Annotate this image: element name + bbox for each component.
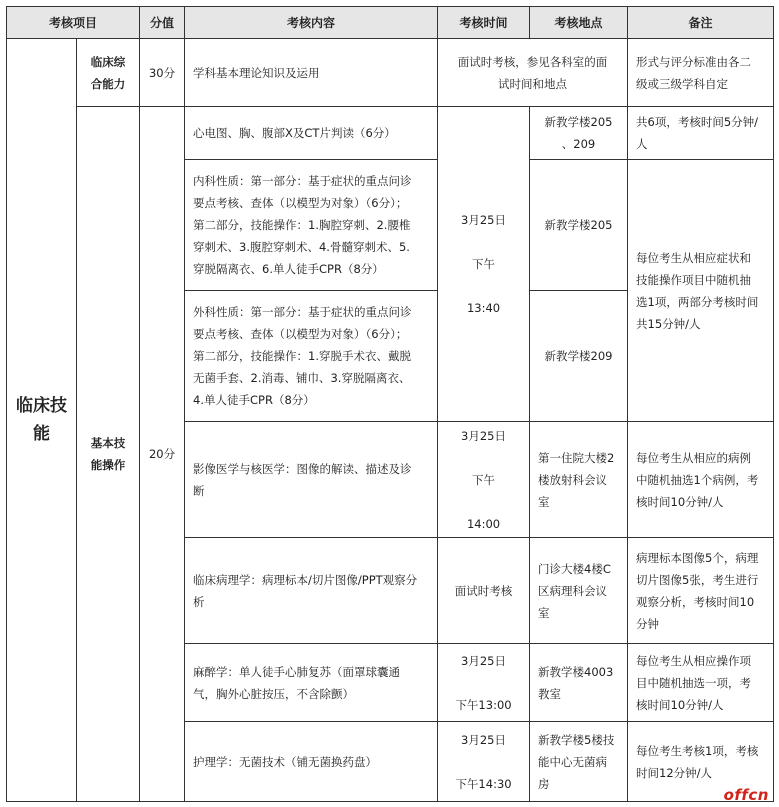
- table-row: [7, 39, 774, 107]
- note-cell: 每位考生从相应的病例 中随机抽选1个病例，考 核时间10分钟/人: [628, 422, 774, 538]
- time-cell: 3月25日 下午14:30: [438, 722, 530, 802]
- content-cell: 护理学：无菌技术（铺无菌换药盘）: [185, 722, 438, 802]
- header-row: [7, 7, 774, 39]
- content-cell: 临床病理学：病理标本/切片图像/PPT观察分 析: [185, 538, 438, 644]
- content-cell: 麻醉学：单人徒手心肺复苏（面罩球囊通 气，胸外心脏按压，不含除颤）: [185, 644, 438, 722]
- location-cell: 新教学楼5楼技 能中心无菌病 房: [530, 722, 628, 802]
- content-cell: 心电图、胸、腹部X及CT片判读（6分）: [185, 107, 438, 160]
- header-score: 分值: [140, 7, 185, 39]
- time-location-cell: 面试时考核，参见各科室的面 试时间和地点: [438, 39, 628, 107]
- exam-table: [6, 6, 774, 802]
- location-cell: 新教学楼209: [530, 291, 628, 422]
- time-cell: 面试时考核: [438, 538, 530, 644]
- location-cell: 新教学楼205 、209: [530, 107, 628, 160]
- note-cell: 病理标本图像5个，病理 切片图像5张，考生进行 观察分析，考核时间10 分钟: [628, 538, 774, 644]
- shared-note-cell: 每位考生从相应症状和 技能操作项目中随机抽 选1项，两部分考核时间 共15分钟/人: [628, 160, 774, 422]
- note-cell: 共6项，考核时间5分钟/ 人: [628, 107, 774, 160]
- group-score-cell: 30分: [140, 39, 185, 107]
- location-cell: 新教学楼4003 教室: [530, 644, 628, 722]
- note-cell: 形式与评分标准由各二 级或三级学科自定: [628, 39, 774, 107]
- group-name-cell: 临床综 合能力: [77, 39, 140, 107]
- content-cell: 内科性质：第一部分：基于症状的重点问诊 要点考核、查体（以模型为对象）（6分）； 第二部分，技能操作：1.胸腔穿刺、2.腰椎 穿刺术、3.腹腔穿刺术、4.骨髓穿刺术、5. 穿脱隔离衣、6.单人徒手CPR（8分）: [185, 160, 438, 291]
- note-cell: 每位考生考核1项，考核 时间12分钟/人: [628, 722, 774, 802]
- header-item: 考核项目: [7, 7, 140, 39]
- header-note: 备注: [628, 7, 774, 39]
- group-name-cell: 基本技 能操作: [77, 107, 140, 802]
- header-location: 考核地点: [530, 7, 628, 39]
- time-cell: 3月25日 下午 14:00: [438, 422, 530, 538]
- main-item-cell: 临床技 能: [7, 39, 77, 802]
- group-score-cell: 20分: [140, 107, 185, 802]
- header-content: 考核内容: [185, 7, 438, 39]
- location-cell: 第一住院大楼2 楼放射科会议 室: [530, 422, 628, 538]
- content-cell: 外科性质：第一部分：基于症状的重点问诊 要点考核、查体（以模型为对象）（6分）； 第二部分，技能操作：1.穿脱手术衣、戴脱 无菌手套、2.消毒、铺巾、3.穿脱隔离衣、 4.单人徒手CPR（8分）: [185, 291, 438, 422]
- location-cell: 新教学楼205: [530, 160, 628, 291]
- location-cell: 门诊大楼4楼C 区病理科会议 室: [530, 538, 628, 644]
- note-cell: 每位考生从相应操作项 目中随机抽选一项，考 核时间10分钟/人: [628, 644, 774, 722]
- content-cell: 影像医学与核医学：图像的解读、描述及诊 断: [185, 422, 438, 538]
- time-cell: 3月25日 下午13:00: [438, 644, 530, 722]
- shared-time-cell: 3月25日 下午 13:40: [438, 107, 530, 422]
- header-time: 考核时间: [438, 7, 530, 39]
- content-cell: 学科基本理论知识及运用: [185, 39, 438, 107]
- offcn-logo: offcn: [723, 786, 769, 804]
- table-row: [7, 107, 774, 160]
